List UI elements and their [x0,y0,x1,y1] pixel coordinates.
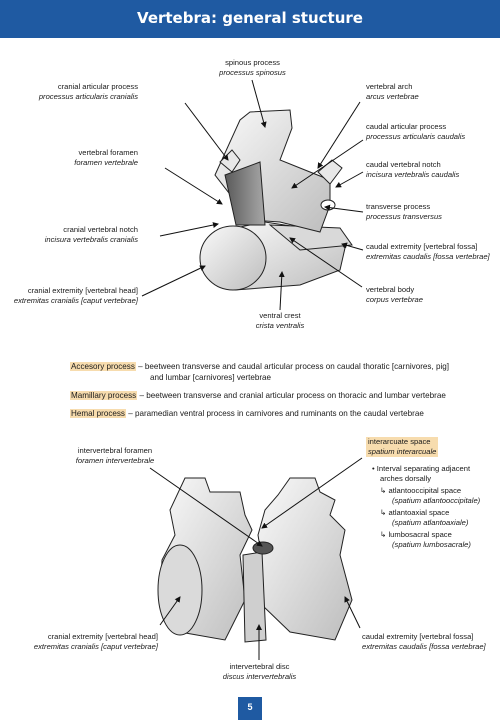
label-spinous-process: spinous process processus spinosus [219,58,286,77]
label-caudal-articular-process: caudal articular process processus articularis caudalis [366,122,466,141]
hook-arrow-icon: ↳ [380,486,387,495]
interarcuate-list: • Interval separating adjacent arches dorsally ↳ atlantooccipital space (spatium atlantooccipitale) ↳ atlantoaxial space (spatium atlantoaxiale) ↳ lumbosacral space (spatium lumbosacrale) [372,464,497,550]
label-caudal-extremity-top: caudal extremity [vertebral fossa] extremitas caudalis [fossa vertebrae] [366,242,490,261]
list-item: ↳ atlantoaxial space (spatium atlantoaxiale) [380,508,469,527]
label-cranial-articular-process: cranial articular process processus articularis cranialis [38,82,138,101]
label-cranial-extremity-top: cranial extremity [vertebral head] extremitas cranialis [caput vertebrae] [13,286,138,305]
label-vertebral-arch: vertebral arch arcus vertebrae [366,82,419,101]
page-title: Vertebra: general stucture [137,9,363,27]
hook-arrow-icon: ↳ [380,508,387,517]
label-intervertebral-foramen: intervertebral foramen foramen intervertebrale [75,446,155,465]
interarcuate-intro: • Interval separating adjacent [372,464,471,473]
label-intervertebral-disc: intervertebral disc discus intervertebralis [222,662,297,681]
note-accessory-process: Accesory process – beetween transverse and caudal articular process on caudal thoratic [carnivores, pig] and lumbar [carnivores] vertebrae [71,362,450,382]
label-transverse-process: transverse process processus transversus [366,202,442,221]
label-caudal-extremity-bottom: caudal extremity [vertebral fossa] extremitas caudalis [fossa vertebrae] [362,632,486,651]
note-mamillary-process: Mamillary process – beetween transverse and cranial articular process on thoracic and lumbar vertebrae [71,391,446,400]
vertebra-lateral-drawing [200,110,352,290]
list-item: ↳ atlantooccipital space (spatium atlantooccipitale) [380,486,481,505]
list-item: ↳ lumbosacral space (spatium lumbosacrale) [380,530,471,549]
label-caudal-vertebral-notch: caudal vertebral notch incisura vertebralis caudalis [366,160,460,179]
vertebrae-pair-drawing [158,478,352,642]
label-vertebral-foramen: vertebral foramen foramen vertebrale [74,148,138,167]
note-hemal-process: Hemal process – paramedian ventral process in carnivores and ruminants on the caudal vertebrae [71,409,424,418]
label-cranial-vertebral-notch: cranial vertebral notch incisura vertebralis cranialis [44,225,138,244]
label-interarcuate-space: interarcuate space spatium interarcuale [368,437,437,456]
label-cranial-extremity-bottom: cranial extremity [vertebral head] extremitas cranialis [caput vertebrae] [33,632,158,651]
hook-arrow-icon: ↳ [380,530,387,539]
label-vertebral-body: vertebral body corpus vertebrae [366,285,423,304]
page-number: 5 [238,697,262,720]
label-ventral-crest: ventral crest crista ventralis [255,311,305,330]
